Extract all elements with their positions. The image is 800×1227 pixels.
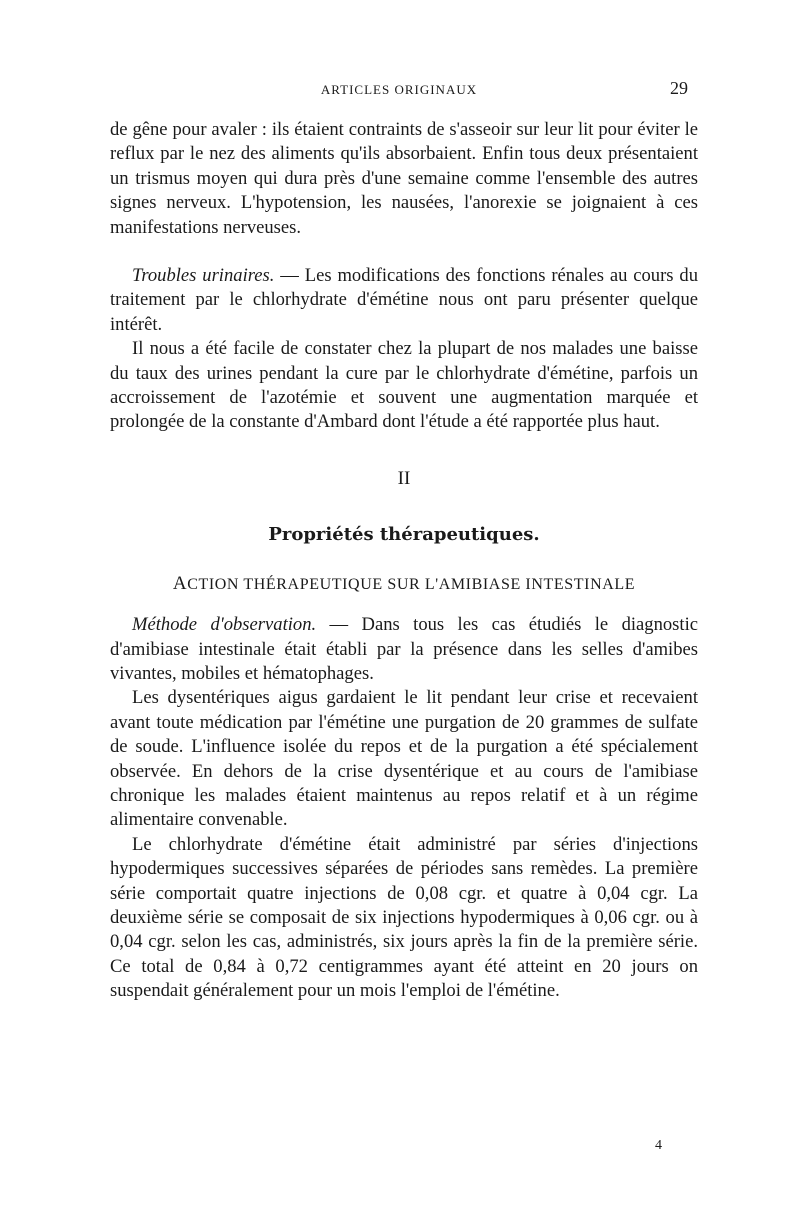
spacer	[110, 240, 698, 264]
section-title: Propriétés thérapeutiques.	[268, 524, 540, 546]
section-number: II	[397, 467, 411, 489]
spacer	[110, 548, 698, 572]
body-text	[110, 118, 698, 1004]
paragraph-method	[110, 613, 698, 686]
spacer	[110, 491, 698, 523]
spacer	[110, 597, 698, 613]
signature-mark: 4	[655, 1138, 662, 1153]
run-in-heading-method: Méthode d'observation.	[132, 614, 317, 636]
subsection-title-initial: A	[172, 572, 188, 594]
spacer	[110, 435, 698, 467]
running-header-title: ARTICLES ORIGINAUX	[320, 82, 478, 97]
paragraph-urinary	[110, 264, 698, 337]
running-header	[110, 80, 688, 102]
paragraph-dysentery: Les dysentériques aigus gardaient le lit pendant leur crise et recevaient avant toute médication par l'émétine une purgation de 20 grammes de sulfate de soude. L'influence isolée du repos et de la purgation a été spécialement observée. En dehors de la crise dysentérique et au cours de l'amibiase chronique les malades étaient maintenus au repos relatif et à un régime alimentaire convenable.	[110, 687, 698, 831]
subsection-title-rest: CTION THÉRAPEUTIQUE SUR L'AMIBIASE INTESTINALE	[187, 575, 636, 593]
paragraph-urinary-body: — Les modifications des fonctions rénales au cours du traitement par le chlorhydrate d'émétine nous ont paru présenter quelque intérêt.	[110, 265, 698, 335]
subsection-title	[110, 572, 698, 597]
paragraph-azotemia: Il nous a été facile de constater chez la plupart de nos malades une baisse du taux des urines pendant la cure par le chlorhydrate d'émétine, parfois un accroissement de l'azotémie et souvent une augmentation marquée et prolongée de la constante d'Ambard dont l'étude a été rapportée plus haut.	[110, 338, 698, 433]
run-in-heading-urinary: Troubles urinaires.	[132, 265, 275, 287]
paragraph-method-body: — Dans tous les cas étudiés le diagnostic d'amibiase intestinale était établi par la présence dans les selles d'amibes vivantes, mobiles et hématophages.	[110, 614, 699, 684]
paragraph-emetine-dosage: Le chlorhydrate d'émétine était administré par séries d'injections hypodermiques successives séparées de périodes sans remèdes. La première série comportait quatre injections de 0,08 cgr. et quatre à 0,04 cgr. La deuxième série se composait de six injections hypodermiques à 0,06 cgr. ou à 0,04 cgr. selon les cas, administrés, six jours après la fin de la première série. Ce total de 0,84 à 0,72 centigrammes ayant été atteint en 20 jours on suspendait généralement pour un mois l'emploi de l'émétine.	[110, 833, 698, 1002]
paragraph-continuation: de gêne pour avaler : ils étaient contraints de s'asseoir sur leur lit pour éviter le reflux par le nez des aliments qu'ils absorbaient. Enfin tous deux présentaient un trismus moyen qui dura près d'une semaine comme l'ensemble des autres signes nerveux. L'hypotension, les nausées, l'anorexie se joignaient à ces manifestations nerveuses.	[110, 119, 698, 238]
page-number: 29	[670, 78, 688, 98]
